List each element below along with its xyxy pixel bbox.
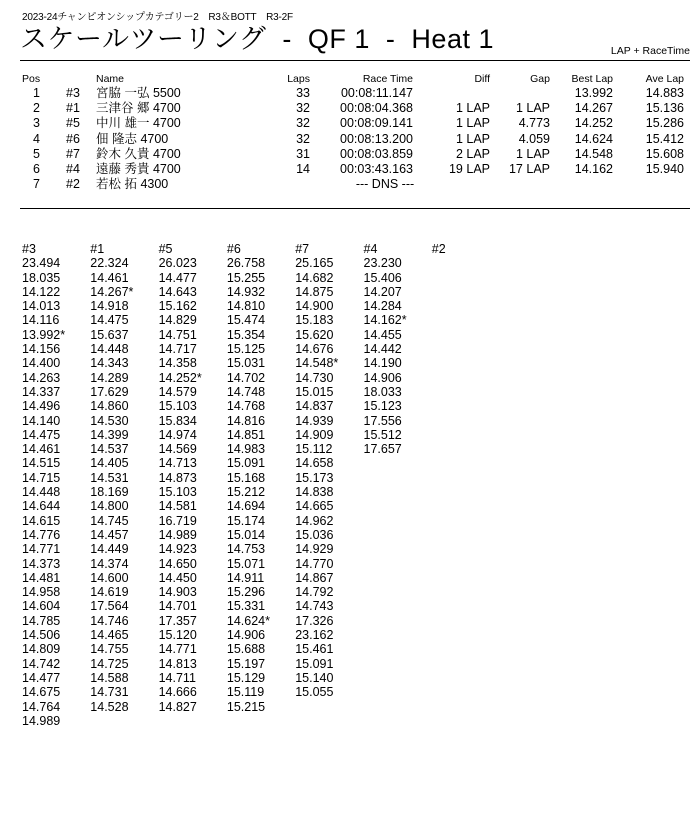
lap-time: 14.810 xyxy=(226,299,266,314)
lap-time: 14.358 xyxy=(158,356,197,371)
result-name: 佃 隆志 4700 xyxy=(96,131,169,146)
lap-time: 15.125 xyxy=(226,342,266,357)
lap-time: 15.183 xyxy=(295,313,334,328)
lap-time: 17.564 xyxy=(90,599,129,614)
lap-time: 14.448 xyxy=(90,342,129,357)
lap-time: 14.122 xyxy=(22,284,61,299)
result-pos: 5 xyxy=(33,146,40,161)
result-laps: 32 xyxy=(296,116,310,131)
lap-time: 14.932 xyxy=(226,284,266,299)
result-pos: 3 xyxy=(33,116,40,131)
lap-time: 15.637 xyxy=(90,327,129,342)
result-time: 00:08:09.141 xyxy=(340,116,413,131)
lap-time: 14.477 xyxy=(22,670,61,685)
lap-time: 25.165 xyxy=(295,256,334,271)
lap-time: 14.713 xyxy=(158,456,197,471)
lap-time: 15.112 xyxy=(295,442,333,457)
lap-time: 14.267* xyxy=(90,284,134,299)
lap-time: 15.014 xyxy=(226,527,266,542)
result-gap: 1 LAP xyxy=(515,146,550,161)
lap-time: 14.530 xyxy=(90,413,129,428)
lap-time: 14.116 xyxy=(22,313,60,328)
result-pos: 4 xyxy=(33,131,40,146)
lap-time: 22.324 xyxy=(90,256,129,271)
result-diff: 1 LAP xyxy=(455,101,490,116)
lap-time: 14.579 xyxy=(158,384,197,399)
result-row xyxy=(0,162,700,177)
result-no: #2 xyxy=(66,177,80,192)
lap-time: 14.906 xyxy=(363,370,402,385)
lap-column xyxy=(22,242,90,728)
result-dns: --- DNS --- xyxy=(355,177,415,192)
lap-time: 18.169 xyxy=(90,485,129,500)
report-type-label: LAP + RaceTime xyxy=(610,45,690,57)
lap-time: 15.119 xyxy=(226,685,265,700)
lap-time: 14.588 xyxy=(90,670,129,685)
lap-time: 14.958 xyxy=(22,585,61,600)
lap-time: 14.751 xyxy=(158,327,197,342)
result-gap: 4.059 xyxy=(518,131,550,146)
lap-column xyxy=(159,242,227,714)
lap-time: 14.748 xyxy=(226,384,266,399)
lap-time: 14.337 xyxy=(22,384,61,399)
lap-time: 14.644 xyxy=(22,499,61,514)
result-row xyxy=(0,147,700,162)
lap-time: 14.675 xyxy=(22,685,61,700)
lap-column xyxy=(432,242,500,256)
lap-time: 14.531 xyxy=(90,470,129,485)
lap-time: 23.494 xyxy=(22,256,61,271)
result-name: 若松 拓 4300 xyxy=(96,177,169,192)
lap-column-header: #5 xyxy=(158,242,173,256)
result-ave: 15.608 xyxy=(645,146,684,161)
lap-time: 14.939 xyxy=(295,413,334,428)
lap-time: 14.013 xyxy=(22,299,61,314)
lap-time: 15.296 xyxy=(226,585,266,600)
lap-time: 14.528 xyxy=(90,699,129,714)
lap-time: 15.255 xyxy=(226,270,266,285)
lap-time: 14.903 xyxy=(158,585,197,600)
lap-column xyxy=(90,242,158,714)
lap-time: 14.400 xyxy=(22,356,61,371)
lap-time: 14.666 xyxy=(158,685,197,700)
lap-time: 14.537 xyxy=(90,442,129,457)
lap-time: 15.091 xyxy=(226,456,266,471)
lap-time: 14.284 xyxy=(363,299,402,314)
lap-time: 14.600 xyxy=(90,570,129,585)
lap-time: 15.091 xyxy=(295,656,334,671)
lap-time: 15.406 xyxy=(363,270,402,285)
lap-time: 14.800 xyxy=(90,499,129,514)
lap-time: 17.326 xyxy=(295,613,334,628)
lap-time: 15.071 xyxy=(226,556,266,571)
lap-time: 14.569 xyxy=(158,442,197,457)
lap-time: 14.785 xyxy=(22,613,61,628)
result-name: 三津谷 郷 4700 xyxy=(96,101,181,116)
result-laps: 32 xyxy=(296,131,310,146)
lap-time: 15.103 xyxy=(158,399,197,414)
lap-time: 14.989 xyxy=(22,713,61,728)
lap-time: 17.629 xyxy=(90,384,129,399)
lap-time: 14.702 xyxy=(226,370,266,385)
lap-time: 16.719 xyxy=(158,513,197,528)
lap-time: 14.475 xyxy=(90,313,129,328)
lap-time: 14.442 xyxy=(363,342,402,357)
lap-time: 14.725 xyxy=(90,656,129,671)
lap-time: 14.745 xyxy=(90,513,129,528)
lap-time: 15.120 xyxy=(158,628,197,643)
lap-time: 14.743 xyxy=(295,599,334,614)
lap-time: 14.909 xyxy=(295,427,334,442)
result-best: 14.267 xyxy=(574,101,613,116)
result-no: #5 xyxy=(66,116,80,131)
lap-column-header: #4 xyxy=(363,242,378,256)
lap-time: 15.474 xyxy=(226,313,266,328)
lap-time: 14.867 xyxy=(295,570,334,585)
lap-time: 14.604 xyxy=(22,599,61,614)
result-laps: 31 xyxy=(296,146,310,161)
lap-time: 15.015 xyxy=(295,384,334,399)
result-name: 宮脇 一弘 5500 xyxy=(96,86,181,100)
lap-time: 14.373 xyxy=(22,556,61,571)
result-diff: 19 LAP xyxy=(448,162,490,176)
lap-time: 14.768 xyxy=(226,399,266,414)
result-pos: 7 xyxy=(33,177,40,192)
lap-time: 14.496 xyxy=(22,399,61,414)
col-pos-header: Pos xyxy=(22,73,41,85)
lap-time: 14.929 xyxy=(295,542,334,557)
result-no: #4 xyxy=(66,162,80,176)
lap-time: 14.827 xyxy=(158,699,197,714)
lap-time: 15.123 xyxy=(363,399,402,414)
lap-time: 14.776 xyxy=(22,527,61,542)
lap-time: 18.035 xyxy=(22,270,61,285)
lap-time: 14.792 xyxy=(295,585,334,600)
lap-time: 15.031 xyxy=(226,356,266,371)
lap-column xyxy=(295,242,363,700)
lap-time: 14.771 xyxy=(22,542,61,557)
lap-time: 14.615 xyxy=(22,513,61,528)
lap-time: 14.730 xyxy=(295,370,334,385)
lap-time: 14.465 xyxy=(90,628,129,643)
result-ave: 15.412 xyxy=(645,131,684,146)
lap-time: 18.033 xyxy=(363,384,402,399)
col-gap-header: Gap xyxy=(530,73,550,85)
result-no: #6 xyxy=(66,131,80,146)
result-gap: 4.773 xyxy=(518,116,550,131)
lap-time: 15.129 xyxy=(226,670,266,685)
lap-time: 14.643 xyxy=(158,284,197,299)
lap-column-header: #1 xyxy=(90,242,105,256)
result-best: 14.252 xyxy=(574,116,613,131)
lap-column-header: #6 xyxy=(226,242,241,256)
result-ave: 15.286 xyxy=(645,116,684,131)
col-time-header: Race Time xyxy=(362,73,413,85)
result-no: #7 xyxy=(66,146,80,161)
lap-time: 14.156 xyxy=(22,342,61,357)
lap-time: 14.860 xyxy=(90,399,129,414)
lap-time: 14.477 xyxy=(158,270,197,285)
lap-time: 14.455 xyxy=(363,327,402,342)
result-diff: 2 LAP xyxy=(455,146,490,161)
lap-time: 14.813 xyxy=(158,656,197,671)
lap-time: 23.162 xyxy=(295,628,334,643)
lap-time: 14.829 xyxy=(158,313,197,328)
result-pos: 2 xyxy=(33,101,40,116)
lap-time: 23.230 xyxy=(363,256,402,271)
result-best: 14.162 xyxy=(574,162,613,176)
col-laps-header: Laps xyxy=(287,73,310,85)
report-subtitle: 2023-24チャンピオンシップカテゴリー2 R3＆BOTT R3-2F xyxy=(22,12,293,23)
lap-time: 14.770 xyxy=(295,556,334,571)
lap-time: 14.715 xyxy=(22,470,61,485)
result-best: 14.548 xyxy=(574,146,613,161)
lap-time: 14.873 xyxy=(158,470,197,485)
result-row xyxy=(0,132,700,147)
lap-time: 17.657 xyxy=(363,442,402,457)
lap-time: 14.746 xyxy=(90,613,129,628)
lap-time: 14.837 xyxy=(295,399,334,414)
lap-time: 14.816 xyxy=(226,413,266,428)
lap-time: 14.742 xyxy=(22,656,61,671)
lap-time: 14.374 xyxy=(90,556,129,571)
lap-time: 15.140 xyxy=(295,670,334,685)
lap-column-header: #7 xyxy=(295,242,310,256)
lap-column xyxy=(364,242,432,456)
lap-time: 14.900 xyxy=(295,299,334,314)
col-name-header: Name xyxy=(96,73,125,85)
col-best-header: Best Lap xyxy=(571,73,613,85)
lap-time: 14.918 xyxy=(90,299,129,314)
lap-time: 14.343 xyxy=(90,356,129,371)
result-name: 鈴木 久貴 4700 xyxy=(96,146,181,161)
lap-time: 14.448 xyxy=(22,485,61,500)
lap-time: 14.983 xyxy=(226,442,266,457)
lap-time: 14.548* xyxy=(295,356,339,371)
lap-time: 15.197 xyxy=(226,656,266,671)
lap-time: 15.512 xyxy=(363,427,402,442)
lap-time: 14.989 xyxy=(158,527,197,542)
lap-time: 14.974 xyxy=(158,427,197,442)
result-row xyxy=(0,101,700,116)
lap-time: 14.405 xyxy=(90,456,129,471)
result-name: 遠藤 秀貴 4700 xyxy=(96,162,181,176)
lap-time: 14.449 xyxy=(90,542,129,557)
lap-time: 14.962 xyxy=(295,513,334,528)
lap-time: 26.758 xyxy=(226,256,266,271)
report-title: スケールツーリング - QF 1 - Heat 1 xyxy=(20,24,494,54)
result-gap: 1 LAP xyxy=(515,101,550,116)
result-time: 00:08:13.200 xyxy=(340,131,413,146)
result-laps: 32 xyxy=(296,101,310,116)
lap-time: 14.875 xyxy=(295,284,334,299)
result-time: 00:08:11.147 xyxy=(340,86,413,100)
col-diff-header: Diff xyxy=(474,73,490,85)
lap-time: 15.212 xyxy=(226,485,266,500)
result-time: 00:08:04.368 xyxy=(340,101,413,116)
result-row xyxy=(0,177,700,192)
lap-time: 15.834 xyxy=(158,413,197,428)
lap-time: 14.140 xyxy=(22,413,61,428)
lap-time: 14.665 xyxy=(295,499,334,514)
result-time: 00:08:03.859 xyxy=(340,146,413,161)
lap-column-header: #2 xyxy=(431,242,446,256)
result-no: #3 xyxy=(66,86,80,100)
lap-time: 14.190 xyxy=(363,356,402,371)
lap-time: 14.263 xyxy=(22,370,61,385)
results-divider xyxy=(20,208,690,209)
lap-time: 14.755 xyxy=(90,642,129,657)
lap-time: 14.764 xyxy=(22,699,61,714)
lap-time: 14.658 xyxy=(295,456,334,471)
lap-time: 14.753 xyxy=(226,542,266,557)
lap-time: 15.055 xyxy=(295,685,334,700)
lap-time: 15.103 xyxy=(158,485,197,500)
result-pos: 1 xyxy=(33,86,40,100)
lap-time: 14.289 xyxy=(90,370,129,385)
lap-time: 26.023 xyxy=(158,256,197,271)
lap-column xyxy=(227,242,295,714)
lap-time: 14.207 xyxy=(363,284,402,299)
results-header xyxy=(0,72,700,87)
lap-time: 14.676 xyxy=(295,342,334,357)
lap-time: 14.694 xyxy=(226,499,266,514)
lap-time: 14.851 xyxy=(226,427,266,442)
result-no: #1 xyxy=(66,101,80,116)
result-ave: 15.940 xyxy=(645,162,684,176)
lap-time: 14.619 xyxy=(90,585,129,600)
lap-time: 14.399 xyxy=(90,427,129,442)
result-row xyxy=(0,86,700,101)
lap-time: 14.838 xyxy=(295,485,334,500)
lap-time: 15.688 xyxy=(226,642,266,657)
lap-time: 15.168 xyxy=(226,470,266,485)
lap-time: 15.173 xyxy=(295,470,334,485)
result-laps: 14 xyxy=(296,162,310,176)
lap-time: 14.457 xyxy=(90,527,129,542)
lap-time: 17.556 xyxy=(363,413,402,428)
title-divider xyxy=(20,60,690,61)
lap-time: 15.215 xyxy=(226,699,266,714)
lap-time: 14.911 xyxy=(226,570,265,585)
lap-time: 14.923 xyxy=(158,542,197,557)
result-laps: 33 xyxy=(296,86,310,100)
result-best: 14.624 xyxy=(574,131,613,146)
lap-time: 15.620 xyxy=(295,327,334,342)
lap-time: 14.461 xyxy=(90,270,129,285)
lap-time: 14.461 xyxy=(22,442,61,457)
lap-time: 14.515 xyxy=(22,456,61,471)
result-ave: 14.883 xyxy=(645,86,684,100)
result-diff: 1 LAP xyxy=(455,131,490,146)
lap-time: 14.481 xyxy=(22,570,61,585)
lap-time: 14.650 xyxy=(158,556,197,571)
result-time: 00:03:43.163 xyxy=(340,162,413,176)
result-row xyxy=(0,116,700,131)
result-pos: 6 xyxy=(33,162,40,176)
lap-time: 14.809 xyxy=(22,642,61,657)
lap-column-header: #3 xyxy=(22,242,36,256)
lap-time: 15.174 xyxy=(226,513,266,528)
result-best: 13.992 xyxy=(574,86,613,100)
lap-time: 17.357 xyxy=(158,613,197,628)
col-ave-header: Ave Lap xyxy=(645,73,684,85)
lap-time: 14.682 xyxy=(295,270,334,285)
lap-time: 15.354 xyxy=(226,327,266,342)
lap-time: 15.331 xyxy=(226,599,266,614)
result-gap: 17 LAP xyxy=(508,162,550,176)
lap-time: 14.711 xyxy=(158,670,196,685)
lap-time: 15.461 xyxy=(295,642,334,657)
lap-time: 14.731 xyxy=(90,685,129,700)
lap-time: 15.036 xyxy=(295,527,334,542)
lap-time: 14.506 xyxy=(22,628,61,643)
result-ave: 15.136 xyxy=(645,101,684,116)
lap-time: 15.162 xyxy=(158,299,197,314)
lap-time: 14.717 xyxy=(158,342,197,357)
lap-time: 14.475 xyxy=(22,427,61,442)
lap-time: 14.906 xyxy=(226,628,266,643)
result-diff: 1 LAP xyxy=(455,116,490,131)
lap-time: 14.581 xyxy=(158,499,197,514)
lap-time: 13.992* xyxy=(22,327,66,342)
lap-time: 14.450 xyxy=(158,570,197,585)
lap-time: 14.162* xyxy=(363,313,407,328)
lap-time: 14.252* xyxy=(158,370,202,385)
result-name: 中川 雄一 4700 xyxy=(96,116,181,131)
lap-time: 14.701 xyxy=(158,599,197,614)
lap-time: 14.624* xyxy=(226,613,270,628)
lap-time: 14.771 xyxy=(158,642,197,657)
